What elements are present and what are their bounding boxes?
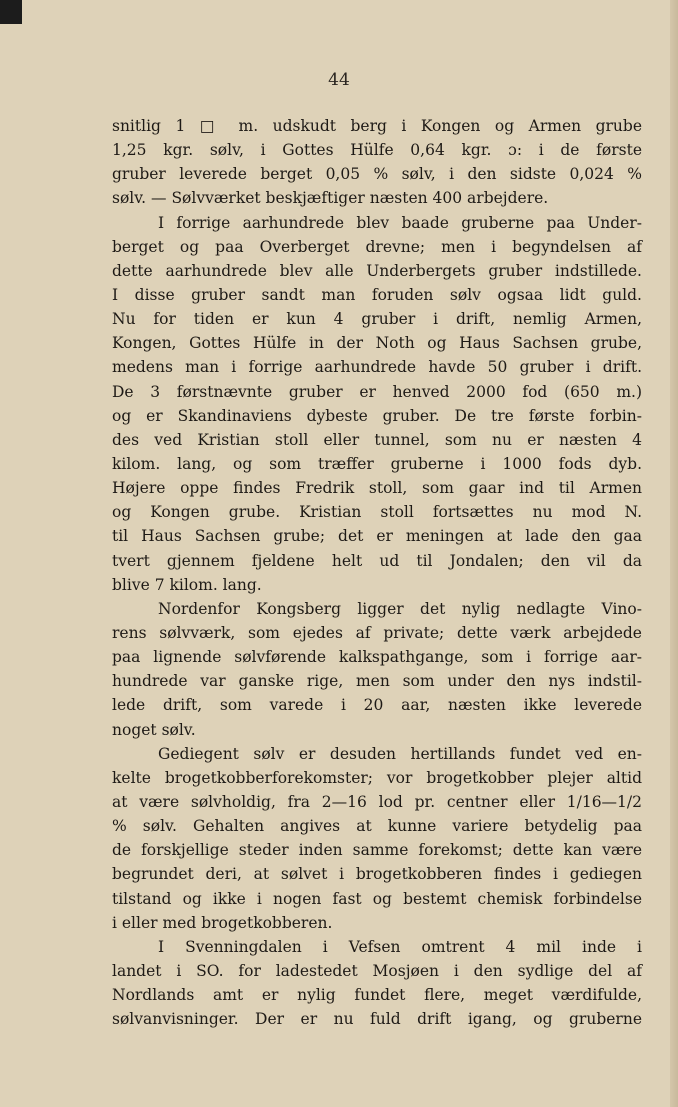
text-line: Nu for tiden er kun 4 gruber i drift, nemlig Armen,: [112, 310, 642, 329]
text-line: 1,25 kgr. sølv, i Gottes Hülfe 0,64 kgr. ɔ: i de første: [112, 141, 642, 160]
page-edge: [670, 0, 678, 1107]
text-line: I forrige aarhundrede blev baade gruberne paa Under-: [158, 213, 642, 232]
text-line: og Kongen grube. Kristian stoll fortsættes nu mod N.: [112, 503, 642, 522]
text-line: tvert gjennem fjeldene helt ud til Jondalen; den vil da: [112, 551, 642, 570]
text-line: rens sølvværk, som ejedes af private; dette værk arbejdede: [112, 623, 642, 642]
text-line: til Haus Sachsen grube; det er meningen at lade den gaa: [112, 527, 642, 546]
text-line: blive 7 kilom. lang.: [112, 575, 262, 594]
text-line: lede drift, som varede i 20 aar, næsten ikke leverede: [112, 696, 642, 715]
text-line: gruber leverede berget 0,05 % sølv, i den sidste 0,024 %: [112, 165, 642, 184]
text-line: de forskjellige steder inden samme forekomst; dette kan være: [112, 841, 642, 860]
text-line: sølv. — Sølvværket beskjæftiger næsten 400 arbejdere.: [112, 189, 549, 208]
dark-corner: [0, 0, 22, 24]
text-line: I disse gruber sandt man foruden sølv ogsaa lidt guld.: [112, 285, 642, 304]
text-line: medens man i forrige aarhundrede havde 50 gruber i drift.: [112, 358, 642, 377]
text-line: % sølv. Gehalten angives at kunne variere betydelig paa: [112, 817, 642, 836]
text-line: sølvanvisninger. Der er nu fuld drift igang, og gruberne: [112, 1010, 642, 1029]
text-line: noget sølv.: [112, 720, 196, 739]
text-line: tilstand og ikke i nogen fast og bestemt chemisk forbindelse: [112, 889, 642, 908]
text-line: og er Skandinaviens dybeste gruber. De tre første forbin-: [112, 406, 642, 425]
text-line: De 3 førstnævnte gruber er henved 2000 fod (650 m.): [112, 382, 642, 401]
text-line: des ved Kristian stoll eller tunnel, som nu er næsten 4: [112, 430, 642, 449]
text-line: berget og paa Overberget drevne; men i begyndelsen af: [112, 237, 642, 256]
text-line: landet i SO. for ladestedet Mosjøen i den sydlige del af: [112, 961, 642, 980]
text-line: Nordenfor Kongsberg ligger det nylig nedlagte Vino-: [158, 599, 642, 618]
page-number: 44: [328, 70, 350, 90]
text-line: i eller med brogetkobberen.: [112, 913, 333, 932]
text-line: kelte brogetkobberforekomster; vor brogetkobber plejer altid: [112, 768, 642, 787]
text-line: kilom. lang, og som træffer gruberne i 1000 fods dyb.: [112, 454, 642, 473]
text-line: Nordlands amt er nylig fundet flere, meget værdifulde,: [112, 986, 642, 1005]
text-line: I Svenningdalen i Vefsen omtrent 4 mil inde i: [158, 937, 642, 956]
text-line: hundrede var ganske rige, men som under den nys indstil-: [112, 672, 642, 691]
text-line: snitlig 1 □ m. udskudt berg i Kongen og Armen grube: [112, 117, 642, 135]
text-line: dette aarhundrede blev alle Underbergets gruber indstillede.: [112, 261, 642, 280]
text-line: Højere oppe findes Fredrik stoll, som gaar ind til Armen: [112, 479, 642, 498]
text-line: Gediegent sølv er desuden hertillands fundet ved en-: [158, 744, 642, 763]
text-line: begrundet deri, at sølvet i brogetkobberen findes i gediegen: [112, 865, 642, 884]
body-text: [112, 114, 642, 1031]
text-line: paa lignende sølvførende kalkspathgange, som i forrige aar-: [112, 648, 642, 667]
text-line: at være sølvholdig, fra 2—16 lod pr. centner eller 1/16—1/2: [112, 792, 642, 811]
text-line: Kongen, Gottes Hülfe in der Noth og Haus Sachsen grube,: [112, 334, 642, 353]
